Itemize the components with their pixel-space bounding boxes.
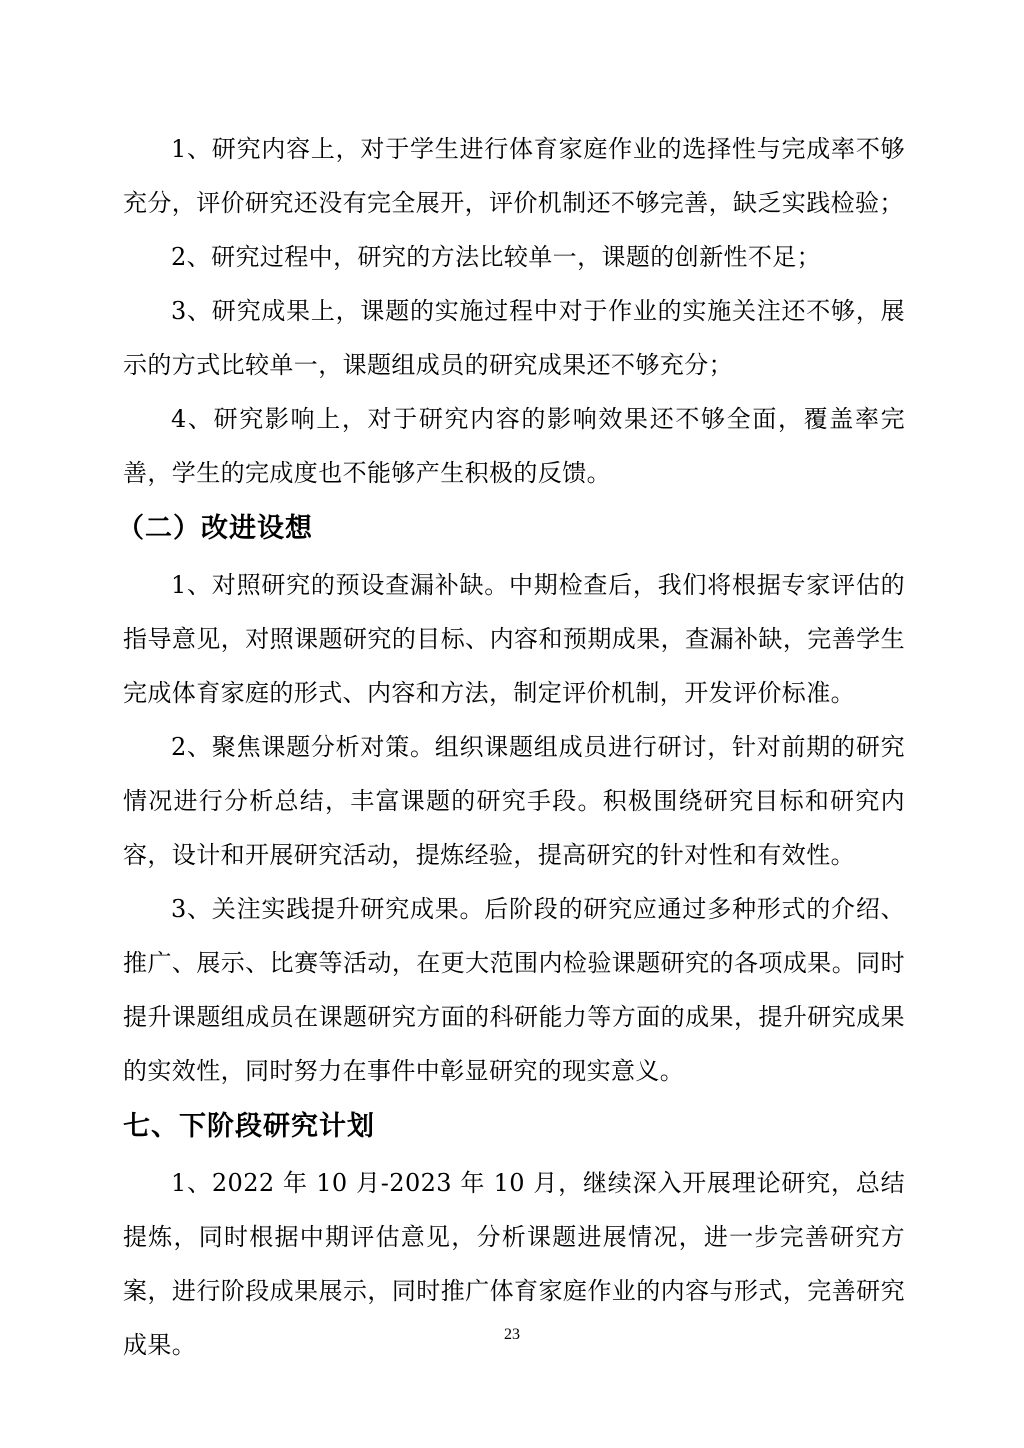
issue-item-2: 2、研究过程中，研究的方法比较单一，课题的创新性不足； (171, 243, 822, 271)
improvement-item-3: 3、关注实践提升研究成果。后阶段的研究应通过多种形式的介绍、推广、展示、比赛等活动，在更大范围内检验课题研究的各项成果。同时提升课题组成员在课题研究方面的科研能力等方面的成果，提升研究成果的实效性，同时努力在事件中彰显研究的现实意义。 (123, 895, 905, 1085)
improvement-heading: （二）改进设想 (117, 513, 313, 544)
plan-heading: 七、下阶段研究计划 (123, 1111, 375, 1142)
issue-item-1: 1、研究内容上，对于学生进行体育家庭作业的选择性与完成率不够充分，评价研究还没有完全展开，评价机制还不够完善，缺乏实践检验； (123, 135, 905, 217)
issues-list (123, 122, 905, 500)
page-number: 23 (504, 1326, 520, 1343)
page-content (117, 122, 905, 1372)
improvement-item-1: 1、对照研究的预设查漏补缺。中期检查后，我们将根据专家评估的指导意见，对照课题研究的目标、内容和预期成果，查漏补缺，完善学生完成体育家庭的形式、内容和方法，制定评价机制，开发评价标准。 (123, 571, 905, 707)
issue-item-4: 4、研究影响上，对于研究内容的影响效果还不够全面，覆盖率完善，学生的完成度也不能够产生积极的反馈。 (123, 405, 905, 487)
issue-item-3: 3、研究成果上，课题的实施过程中对于作业的实施关注还不够，展示的方式比较单一，课题组成员的研究成果还不够充分； (123, 297, 905, 379)
improvement-list (123, 558, 905, 1098)
plan-item-1: 1、2022 年 10 月-2023 年 10 月，继续深入开展理论研究，总结提炼，同时根据中期评估意见，分析课题进展情况，进一步完善研究方案，进行阶段成果展示，同时推广体育家庭作业的内容与形式，完善研究成果。 (123, 1169, 905, 1359)
improvement-item-2: 2、聚焦课题分析对策。组织课题组成员进行研讨，针对前期的研究情况进行分析总结，丰富课题的研究手段。积极围绕研究目标和研究内容，设计和开展研究活动，提炼经验，提高研究的针对性和有效性。 (123, 733, 905, 869)
